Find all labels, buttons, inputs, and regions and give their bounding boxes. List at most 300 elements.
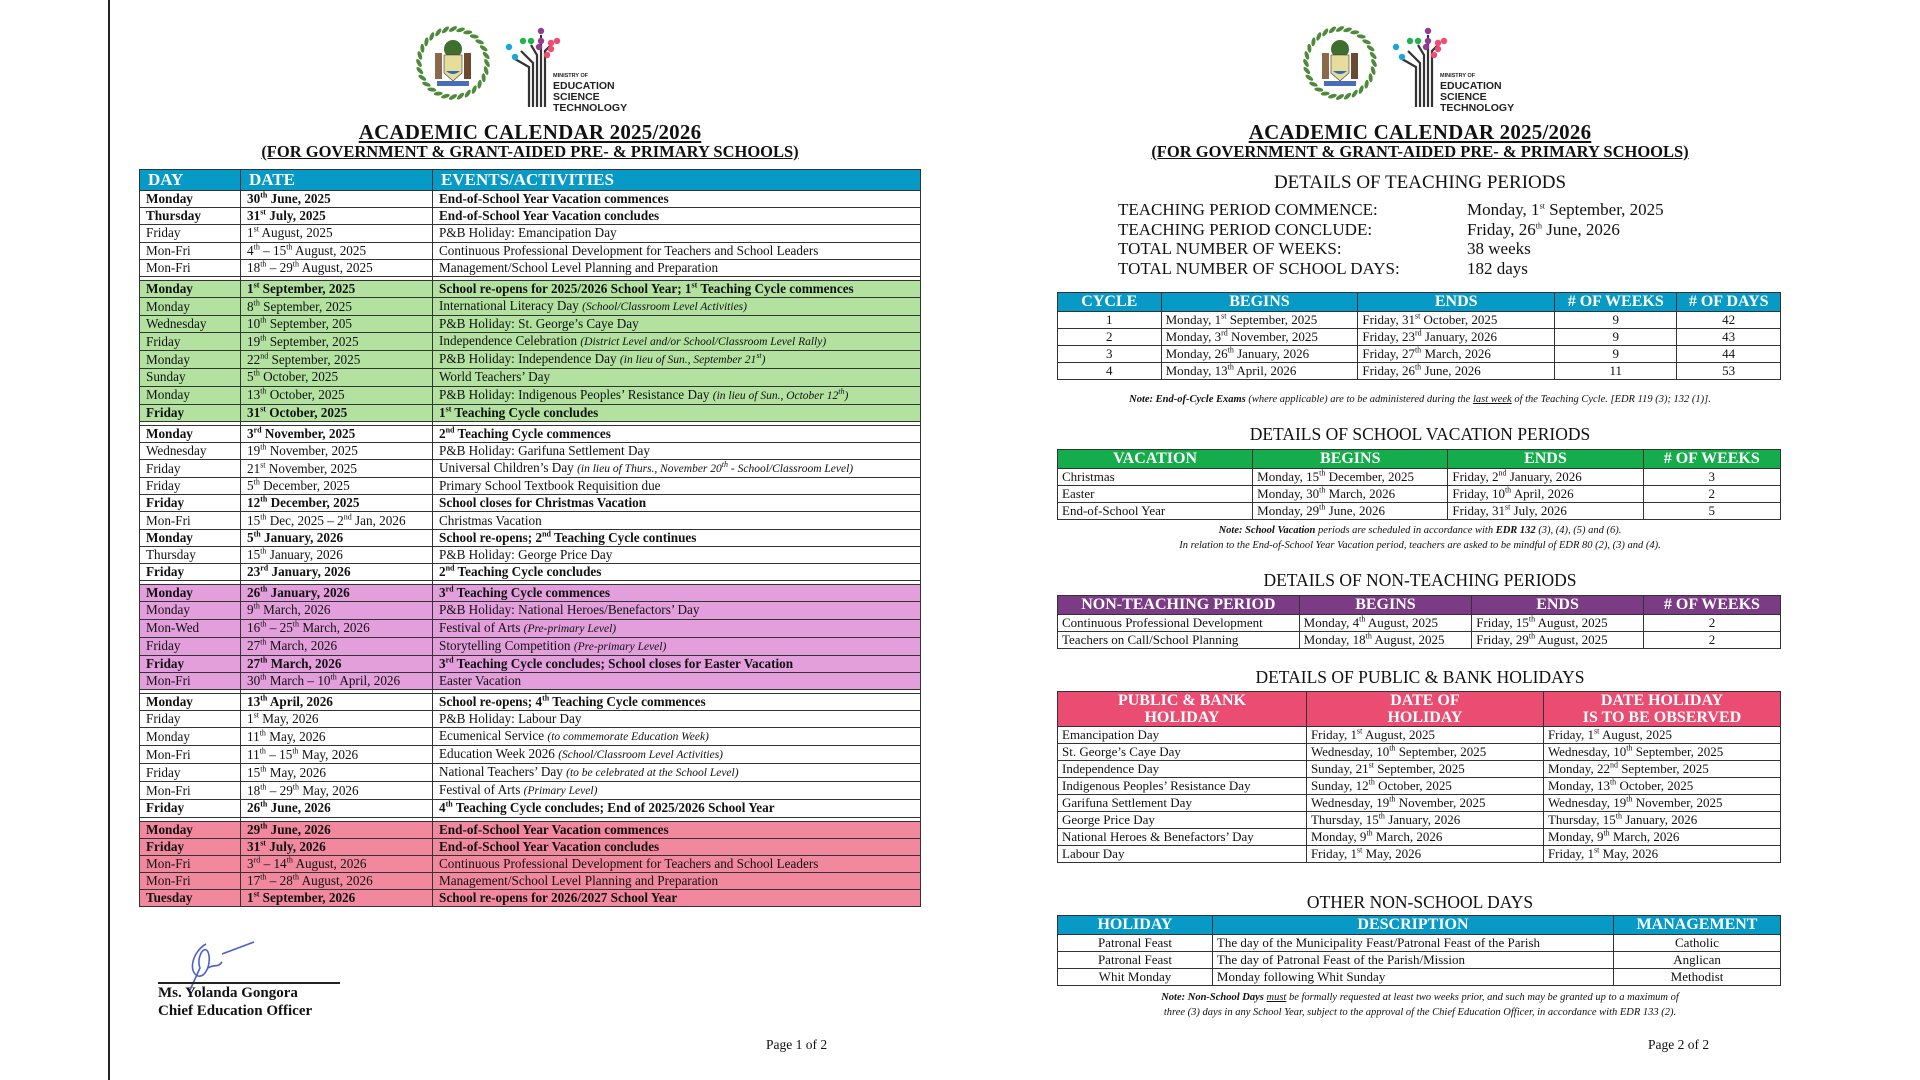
day-cell: Friday [140, 495, 241, 512]
summary-label: TEACHING PERIOD COMMENCE: [1118, 200, 1378, 219]
date-cell: 1st May, 2026 [241, 711, 433, 728]
table-cell: Garifuna Settlement Day [1058, 795, 1307, 812]
table-cell: Monday, 30th March, 2026 [1253, 486, 1448, 503]
event-text: 3rd Teaching Cycle commences [439, 584, 610, 601]
column-header: MANAGEMENT [1614, 916, 1781, 935]
table-cell: Monday, 9th March, 2026 [1543, 829, 1780, 846]
date-cell: 11th May, 2026 [241, 728, 433, 746]
column-header: ENDS [1472, 596, 1644, 615]
table-cell: Monday, 18th August, 2025 [1299, 632, 1472, 649]
table-cell: Sunday, 12th October, 2025 [1306, 778, 1543, 795]
column-header: PUBLIC & BANK HOLIDAY [1058, 692, 1307, 727]
event-text: Ecumenical Service [439, 728, 545, 744]
table-cell: 11 [1555, 363, 1677, 380]
table-row [1058, 829, 1781, 846]
summary-row [1118, 220, 1664, 240]
day-cell: Sunday [140, 369, 241, 386]
event-note: (Primary Level) [523, 785, 598, 798]
event-text: National Teachers’ Day [439, 764, 563, 780]
column-header: DATE OF HOLIDAY [1306, 692, 1543, 727]
date-cell: 19th September, 2025 [241, 333, 433, 351]
vacation-periods-table [1057, 449, 1781, 520]
date-cell: 8th September, 2025 [241, 298, 433, 316]
day-cell: Friday [140, 460, 241, 478]
calendar-row [140, 425, 921, 442]
table-cell: Monday, 13th October, 2025 [1543, 778, 1780, 795]
date-cell: 1st September, 2025 [241, 280, 433, 297]
calendar-row [140, 602, 921, 619]
event-text: End-of-School Year Vacation commences [439, 191, 669, 207]
document-subtitle: (FOR GOVERNMENT & GRANT-AIDED PRE- & PRIMARY SCHOOLS) [261, 142, 799, 161]
table-cell: Friday, 27th March, 2026 [1358, 346, 1555, 363]
event-text: Management/School Level Planning and Preparation [439, 873, 719, 889]
day-cell: Monday [140, 386, 241, 404]
event-text: School re-opens; 4th Teaching Cycle commences [439, 693, 706, 710]
calendar-row [140, 512, 921, 529]
ministry-logo-text: SCIENCE [1440, 91, 1487, 103]
column-header: # OF DAYS [1677, 293, 1781, 312]
table-cell: The day of the Municipality Feast/Patronal Feast of the Parish [1212, 935, 1613, 952]
table-cell: 5 [1643, 503, 1780, 520]
event-text: 2nd Teaching Cycle concludes [439, 563, 602, 580]
section-title-holidays: DETAILS OF PUBLIC & BANK HOLIDAYS [1255, 667, 1585, 687]
calendar-row [140, 191, 921, 208]
event-cell [433, 242, 921, 259]
day-cell: Monday [140, 425, 241, 442]
table-cell: End-of-School Year [1058, 503, 1253, 520]
table-cell: Friday, 15th August, 2025 [1472, 615, 1644, 632]
page-number: Page 1 of 2 [766, 1037, 828, 1052]
column-header-events: EVENTS/ACTIVITIES [433, 170, 921, 191]
event-cell [433, 208, 921, 225]
day-cell: Monday [140, 585, 241, 602]
calendar-row [140, 298, 921, 316]
date-cell: 3rd – 14th August, 2026 [241, 855, 433, 872]
calendar-row [140, 585, 921, 602]
day-cell: Monday [140, 821, 241, 838]
table-cell: Labour Day [1058, 846, 1307, 863]
calendar-row [140, 637, 921, 655]
table-cell: Friday, 10th April, 2026 [1448, 486, 1643, 503]
event-cell [433, 655, 921, 672]
event-text: 4th Teaching Cycle concludes; End of 2025/2026 School Year [439, 800, 775, 816]
table-cell: Emancipation Day [1058, 727, 1307, 744]
column-header: CYCLE [1058, 293, 1162, 312]
event-text: End-of-School Year Vacation concludes [439, 838, 660, 854]
summary-value: 38 weeks [1467, 239, 1531, 258]
teaching-summary [1118, 200, 1664, 278]
event-text: End-of-School Year Vacation commences [439, 821, 669, 837]
table-cell: 3 [1643, 469, 1780, 486]
calendar-row [140, 619, 921, 637]
document-subtitle: (FOR GOVERNMENT & GRANT-AIDED PRE- & PRIMARY SCHOOLS) [1151, 142, 1689, 161]
table-cell: Patronal Feast [1058, 935, 1213, 952]
event-note: (School/Classroom Level Activities) [558, 749, 723, 762]
column-header: # OF WEEKS [1555, 293, 1677, 312]
table-cell: 9 [1555, 346, 1677, 363]
calendar-row [140, 208, 921, 225]
event-cell [433, 404, 921, 421]
logo-group-page1 [413, 15, 653, 115]
section-title-vacation: DETAILS OF SCHOOL VACATION PERIODS [1249, 424, 1591, 444]
event-cell [433, 619, 921, 637]
document-title: ACADEMIC CALENDAR 2025/2026 [358, 120, 702, 144]
day-cell: Monday [140, 529, 241, 546]
table-row [1058, 329, 1781, 346]
academic-calendar-table [139, 169, 921, 907]
table-row [1058, 846, 1781, 863]
event-cell [433, 764, 921, 782]
header-row [1058, 293, 1781, 312]
event-text: Festival of Arts [439, 619, 521, 635]
date-cell: 3rd November, 2025 [241, 425, 433, 442]
table-cell: Anglican [1614, 952, 1781, 969]
event-text: 3rd Teaching Cycle concludes; School closes for Easter Vacation [439, 655, 794, 671]
day-cell: Monday [140, 298, 241, 316]
table-cell: Friday, 29th August, 2025 [1472, 632, 1644, 649]
other-nonschool-days-table [1057, 915, 1781, 986]
section-title-nonteaching: DETAILS OF NON-TEACHING PERIODS [1263, 570, 1577, 590]
crest-and-ministry-logo [413, 15, 653, 115]
calendar-header-row [140, 170, 921, 191]
ministry-logo-text: EDUCATION [553, 80, 615, 92]
day-cell: Monday [140, 191, 241, 208]
table-cell: Wednesday, 19th November, 2025 [1543, 795, 1780, 812]
table-cell: Friday, 1st May, 2026 [1543, 846, 1780, 863]
table-cell: 2 [1643, 632, 1780, 649]
day-cell: Monday [140, 351, 241, 369]
table-row [1058, 744, 1781, 761]
event-note: (to commemorate Education Week) [547, 731, 709, 744]
date-cell: 31st July, 2026 [241, 838, 433, 855]
column-header-day: DAY [140, 170, 241, 191]
table-row [1058, 486, 1781, 503]
event-note: (District Level and/or School/Classroom Level Rally) [580, 336, 827, 349]
table-cell: 9 [1555, 312, 1677, 329]
calendar-row [140, 495, 921, 512]
table-row [1058, 778, 1781, 795]
event-cell [433, 495, 921, 512]
page-divider-line [108, 0, 110, 1080]
table-row [1058, 615, 1781, 632]
column-header: DESCRIPTION [1212, 916, 1613, 935]
day-cell: Mon-Fri [140, 855, 241, 872]
day-cell: Friday [140, 404, 241, 421]
table-cell: Independence Day [1058, 761, 1307, 778]
date-cell: 15th Dec, 2025 – 2nd Jan, 2026 [241, 512, 433, 529]
event-cell [433, 460, 921, 478]
event-cell [433, 672, 921, 689]
table-cell: 53 [1677, 363, 1781, 380]
event-text: School re-opens for 2026/2027 School Year [439, 890, 678, 906]
day-cell: Thursday [140, 546, 241, 563]
teaching-cycles-table [1057, 292, 1781, 380]
summary-value: Friday, 26th June, 2026 [1467, 219, 1620, 239]
table-row [1058, 935, 1781, 952]
event-text: P&B Holiday: Independence Day [439, 351, 617, 367]
table-cell: Thursday, 15th January, 2026 [1306, 812, 1543, 829]
day-cell: Wednesday [140, 316, 241, 333]
table-cell: Monday, 26th January, 2026 [1161, 346, 1358, 363]
event-text: 1st Teaching Cycle concludes [439, 404, 599, 420]
calendar-row [140, 782, 921, 800]
day-cell: Monday [140, 602, 241, 619]
calendar-row [140, 764, 921, 782]
day-cell: Mon-Wed [140, 619, 241, 637]
table-row [1058, 503, 1781, 520]
table-cell: The day of Patronal Feast of the Parish/Mission [1212, 952, 1613, 969]
date-cell: 27th March, 2026 [241, 637, 433, 655]
event-text: Storytelling Competition [439, 637, 571, 653]
calendar-row [140, 838, 921, 855]
calendar-row [140, 369, 921, 386]
event-text: School closes for Christmas Vacation [439, 495, 647, 511]
table-cell: 42 [1677, 312, 1781, 329]
page-number: Page 2 of 2 [1648, 1037, 1710, 1052]
date-cell: 31st July, 2025 [241, 208, 433, 225]
ministry-logo-text: TECHNOLOGY [1440, 102, 1515, 114]
table-cell: Monday, 22nd September, 2025 [1543, 761, 1780, 778]
table-cell: Whit Monday [1058, 969, 1213, 986]
date-cell: 13th October, 2025 [241, 386, 433, 404]
calendar-row [140, 728, 921, 746]
date-cell: 23rd January, 2026 [241, 564, 433, 581]
column-header: BEGINS [1299, 596, 1472, 615]
column-header: # OF WEEKS [1643, 596, 1780, 615]
table-row [1058, 632, 1781, 649]
column-header: VACATION [1058, 450, 1253, 469]
table-cell: 43 [1677, 329, 1781, 346]
calendar-row [140, 259, 921, 276]
date-cell: 29th June, 2026 [241, 821, 433, 838]
event-text: Festival of Arts [439, 782, 521, 798]
date-cell: 11th – 15th May, 2026 [241, 746, 433, 764]
calendar-row [140, 693, 921, 710]
table-cell: Friday, 1st August, 2025 [1543, 727, 1780, 744]
signatory-name: Ms. Yolanda Gongora [158, 985, 298, 1001]
header-row [1058, 692, 1781, 727]
header-row [1058, 596, 1781, 615]
day-cell: Monday [140, 728, 241, 746]
event-cell [433, 873, 921, 890]
day-cell: Thursday [140, 208, 241, 225]
event-note: (in lieu of Thurs., November 20th - School/Classroom Level) [577, 460, 854, 476]
event-text: P&B Holiday: George Price Day [439, 546, 613, 562]
summary-label: TOTAL NUMBER OF WEEKS: [1118, 239, 1342, 258]
event-text: Education Week 2026 [439, 746, 555, 762]
calendar-row [140, 800, 921, 817]
event-cell [433, 693, 921, 710]
column-header: # OF WEEKS [1643, 450, 1780, 469]
table-cell: 2 [1643, 615, 1780, 632]
header-row [1058, 450, 1781, 469]
event-cell [433, 316, 921, 333]
table-cell: Friday, 26th June, 2026 [1358, 363, 1555, 380]
day-cell: Mon-Fri [140, 746, 241, 764]
day-cell: Friday [140, 711, 241, 728]
event-cell [433, 746, 921, 764]
event-note: (to be celebrated at the School Level) [566, 767, 739, 780]
event-text: Christmas Vacation [439, 512, 542, 528]
date-cell: 21st November, 2025 [241, 460, 433, 478]
table-cell: 3 [1058, 346, 1162, 363]
event-text: P&B Holiday: Labour Day [439, 711, 582, 727]
date-cell: 22nd September, 2025 [241, 351, 433, 369]
table-row [1058, 761, 1781, 778]
event-text: School re-opens; 2nd Teaching Cycle continues [439, 529, 697, 545]
event-cell [433, 637, 921, 655]
column-header: HOLIDAY [1058, 916, 1213, 935]
summary-row [1118, 239, 1664, 259]
event-text: Management/School Level Planning and Preparation [439, 259, 719, 275]
date-cell: 5th December, 2025 [241, 478, 433, 495]
date-cell: 18th – 29th August, 2025 [241, 259, 433, 276]
table-cell: St. George’s Caye Day [1058, 744, 1307, 761]
nonschool-note: Note: Non-School Days must be formally requested at least two weeks prior, and such may be granted up to a maximum of three (3) days in any School Year, subject to the approval of the Chief Education Officer, in accordance with EDR 133 (2). [1161, 992, 1679, 1018]
table-cell: Friday, 31st July, 2026 [1448, 503, 1643, 520]
teaching-note: Note: End-of-Cycle Exams (where applicable) are to be administered during the last week of the Teaching Cycle. [EDR 119 (3); 132 (1)]. [1129, 394, 1711, 405]
calendar-row [140, 546, 921, 563]
nonteaching-periods-table [1057, 595, 1781, 649]
event-text: P&B Holiday: Indigenous Peoples’ Resistance Day [439, 386, 710, 402]
calendar-row [140, 333, 921, 351]
event-text: P&B Holiday: St. George’s Caye Day [439, 316, 639, 332]
event-cell [433, 890, 921, 907]
day-cell: Friday [140, 637, 241, 655]
event-note: (in lieu of Sun., October 12th) [712, 386, 849, 402]
date-cell: 9th March, 2026 [241, 602, 433, 619]
event-text: International Literacy Day [439, 298, 579, 314]
summary-value: 182 days [1467, 258, 1528, 278]
calendar-row [140, 711, 921, 728]
table-cell: 2 [1643, 486, 1780, 503]
calendar-row [140, 386, 921, 404]
column-header: NON-TEACHING PERIOD [1058, 596, 1300, 615]
event-text: World Teachers’ Day [439, 369, 551, 385]
signatory-block [158, 984, 312, 1020]
event-cell [433, 512, 921, 529]
day-cell: Friday [140, 478, 241, 495]
table-row [1058, 969, 1781, 986]
calendar-row [140, 890, 921, 907]
calendar-row [140, 746, 921, 764]
table-row [1058, 727, 1781, 744]
event-note: (Pre-primary Level) [523, 622, 617, 635]
event-text: Primary School Textbook Requisition due [439, 478, 661, 494]
date-cell: 13th April, 2026 [241, 693, 433, 710]
event-text: Continuous Professional Development for Teachers and School Leaders [439, 242, 819, 258]
date-cell: 30th March – 10th April, 2026 [241, 672, 433, 689]
table-cell: Friday, 2nd January, 2026 [1448, 469, 1643, 486]
calendar-row [140, 225, 921, 242]
ministry-logo-text: MINISTRY OF [1440, 73, 1476, 79]
calendar-row [140, 404, 921, 421]
signatory-role: Chief Education Officer [158, 1003, 313, 1019]
date-cell: 31st October, 2025 [241, 404, 433, 421]
table-cell: Catholic [1614, 935, 1781, 952]
table-cell: Indigenous Peoples’ Resistance Day [1058, 778, 1307, 795]
table-cell: Monday, 3rd November, 2025 [1161, 329, 1358, 346]
ministry-logo-text: SCIENCE [553, 91, 600, 103]
date-cell: 15th January, 2026 [241, 546, 433, 563]
calendar-row [140, 460, 921, 478]
event-note: (School/Classroom Level Activities) [582, 301, 747, 314]
title-block-page1 [139, 121, 921, 161]
summary-value: Monday, 1st September, 2025 [1467, 200, 1664, 219]
header-row [1058, 916, 1781, 935]
event-text: End-of-School Year Vacation concludes [439, 208, 660, 224]
table-row [1058, 363, 1781, 380]
table-cell: Sunday, 21st September, 2025 [1306, 761, 1543, 778]
event-text: Easter Vacation [439, 672, 522, 688]
date-cell: 18th – 29th May, 2026 [241, 782, 433, 800]
event-text: School re-opens for 2025/2026 School Year; 1st Teaching Cycle commences [439, 280, 854, 297]
table-cell: 44 [1677, 346, 1781, 363]
date-cell: 17th – 28th August, 2026 [241, 873, 433, 890]
table-cell: Patronal Feast [1058, 952, 1213, 969]
event-text: 2nd Teaching Cycle commences [439, 425, 611, 441]
event-cell [433, 711, 921, 728]
event-cell [433, 298, 921, 316]
event-text: P&B Holiday: National Heroes/Benefactors’ Day [439, 602, 700, 618]
table-cell: Wednesday, 19th November, 2025 [1306, 795, 1543, 812]
event-text: P&B Holiday: Emancipation Day [439, 225, 617, 241]
public-bank-holidays-table [1057, 691, 1781, 863]
summary-label: TOTAL NUMBER OF SCHOOL DAYS: [1118, 258, 1400, 278]
event-note: (in lieu of Sun., September 21st) [619, 351, 766, 367]
table-cell: Wednesday, 10th September, 2025 [1306, 744, 1543, 761]
table-cell: Monday, 4th August, 2025 [1299, 615, 1472, 632]
date-cell: 5th January, 2026 [241, 529, 433, 546]
table-cell: Wednesday, 10th September, 2025 [1543, 744, 1780, 761]
event-cell [433, 855, 921, 872]
event-cell [433, 280, 921, 297]
day-cell: Mon-Fri [140, 512, 241, 529]
table-row [1058, 469, 1781, 486]
event-cell [433, 351, 921, 369]
event-cell [433, 602, 921, 619]
table-cell: Monday, 1st September, 2025 [1161, 312, 1358, 329]
event-cell [433, 478, 921, 495]
column-header: ENDS [1448, 450, 1643, 469]
table-cell: Monday, 13th April, 2026 [1161, 363, 1358, 380]
table-cell: National Heroes & Benefactors’ Day [1058, 829, 1307, 846]
table-cell: Teachers on Call/School Planning [1058, 632, 1300, 649]
date-cell: 26th January, 2026 [241, 585, 433, 602]
event-cell [433, 259, 921, 276]
event-cell [433, 386, 921, 404]
section-title-nonschool: OTHER NON-SCHOOL DAYS [1306, 892, 1534, 912]
table-cell: Thursday, 15th January, 2026 [1543, 812, 1780, 829]
event-cell [433, 546, 921, 563]
table-cell: Continuous Professional Development [1058, 615, 1300, 632]
column-header: DATE HOLIDAY IS TO BE OBSERVED [1543, 692, 1780, 727]
column-header: ENDS [1358, 293, 1555, 312]
document-title: ACADEMIC CALENDAR 2025/2026 [1248, 120, 1592, 144]
day-cell: Friday [140, 655, 241, 672]
event-text: P&B Holiday: Garifuna Settlement Day [439, 442, 650, 458]
date-cell: 10th September, 205 [241, 316, 433, 333]
table-cell: Easter [1058, 486, 1253, 503]
summary-label: TEACHING PERIOD CONCLUDE: [1118, 219, 1373, 239]
event-cell [433, 425, 921, 442]
date-cell: 16th – 25th March, 2026 [241, 619, 433, 637]
day-cell: Monday [140, 693, 241, 710]
date-cell: 5th October, 2025 [241, 369, 433, 386]
ministry-logo-text: EDUCATION [1440, 80, 1502, 92]
event-text: Universal Children’s Day [439, 460, 574, 476]
table-cell: Methodist [1614, 969, 1781, 986]
